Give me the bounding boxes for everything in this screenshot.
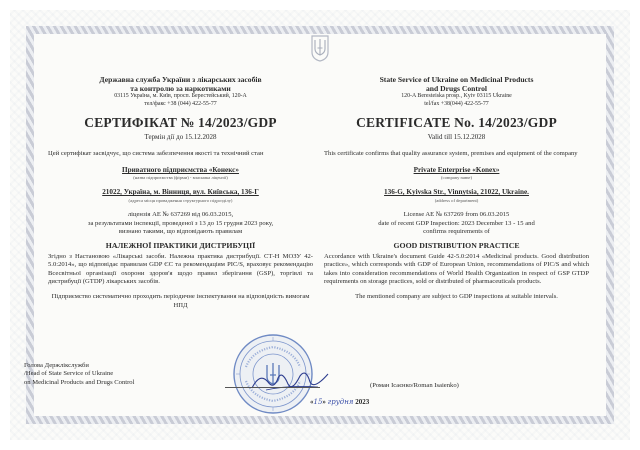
address-caption-ua: (адреса місця провадження структурного підрозділу) xyxy=(128,197,233,203)
date-year: 2023 xyxy=(355,398,370,406)
intro-text-en: This certificate confirms that quality assurance system, premises and equipment of the company xyxy=(324,149,578,157)
company-address-en: 136-G, Kyivska Str., Vinnytsia, 21022, Ukraine. xyxy=(384,188,529,197)
gdp-title-ua: НАЛЕЖНОЇ ПРАКТИКИ ДИСТРИБУЦІЇ xyxy=(105,240,256,250)
validity-ua: Термін дії до 15.12.2028 xyxy=(144,132,217,141)
signature-date: «15» грудня 2023 xyxy=(310,398,370,406)
certificate-title-en: CERTIFICATE No. 14/2023/GDP xyxy=(356,114,557,130)
footer-text-en: The mentioned company are subject to GDP inspections at suitable intervals. xyxy=(355,293,558,301)
signature-line xyxy=(225,387,320,388)
inspection-ua: за результатами інспекції, проведеної з 13 до 15 грудня 2023 року, xyxy=(87,219,274,227)
license-ua: ліцензія АЕ № 637269 від 06.03.2015, xyxy=(127,211,234,219)
company-name-en: Private Enterprise «Konex» xyxy=(413,166,500,175)
conformity-ua: визнано такими, що відповідають правилам xyxy=(118,228,243,236)
gdp-title-en: GOOD DISTRIBUTION PRACTICE xyxy=(393,240,520,250)
issuer-name-en: State Service of Ukraine on Medicinal Products and Drugs Control xyxy=(379,75,534,93)
handwritten-signature-icon xyxy=(248,368,332,396)
footer-text-ua: Підприємство систематично проходить періодичне інспектування на відповідність вимогам НПД xyxy=(51,293,310,309)
date-month: грудня xyxy=(327,398,354,406)
ukrainian-column xyxy=(48,76,313,310)
certificate-sheet xyxy=(10,10,630,440)
gdp-text-en: Accordance with Ukraine's document Guide 42-5.0:2014 «Medicinal products. Good distribution practice», which corresponds with GDP of European Union, recommendations of PIC/S and which takes into consideration recommendations of World Health Organization in respect of GSP GTDP requirements on storage practices, sold or distributed of pharmaceuticals products. xyxy=(324,252,589,285)
gdp-text-ua: Згідно з Настановою «Лікарські засоби. Належна практика дистрибуції. СТ-Н МОЗУ 42-5.0:2014», що відповідає правилам GDP ЄС та рекомендаціям PIC/S, враховує рекомендацію Всесвітньої організації охорони здоров'я щодо правил зберігання (GSP), торгівлі та дистрибуції (GTDP) лікарських засобів. xyxy=(48,252,313,285)
english-column xyxy=(324,76,589,302)
company-caption-en: (company name) xyxy=(441,175,472,181)
issuer-address-ua: 03115 Україна, м. Київ, просп. Берестейський, 120-А xyxy=(114,93,247,100)
certificate-title-ua: СЕРТИФІКАТ № 14/2023/GDP xyxy=(84,114,277,130)
trident-emblem-icon xyxy=(310,34,330,62)
company-address-ua: 21022, Україна, м. Вінниця, вул. Київська, 136-Г xyxy=(102,188,259,197)
issuer-phone-en: tel/fax +38(044) 422-55-77 xyxy=(424,100,489,107)
date-day: 15 xyxy=(313,398,323,406)
issuer-phone-ua: тел/факс +38 (044) 422-55-77 xyxy=(144,100,217,107)
conformity-en: confirms requirements of xyxy=(423,228,490,236)
company-name-ua: Приватного підприємства «Конекс» xyxy=(122,166,239,175)
issuer-name-ua: Державна служба України з лікарських засобів та контролю за наркотиками xyxy=(99,75,262,93)
inspection-en: date of recent GDP Inspection: 2023 December 13 - 15 and xyxy=(378,219,535,227)
signatory-title: Голова Держлікслужби /Head of State Service of Ukraine on Medicinal Products and Drugs Control xyxy=(24,362,135,386)
issuer-address-en: 120-A Beresteiska prosp., Kyiv 03115 Ukraine xyxy=(401,93,512,100)
company-caption-ua: (назва підприємства (фірми) - власника ліцензії) xyxy=(133,175,228,181)
validity-en: Valid till 15.12.2028 xyxy=(427,132,486,141)
signatory-name: (Роман Ісаєнко/Roman Isaienko) xyxy=(370,382,459,389)
license-en: License AE № 637269 from 06.03.2015 xyxy=(403,211,510,219)
address-caption-en: (address of department) xyxy=(434,197,479,203)
intro-text-ua: Цей сертифікат засвідчує, що система забезпечення якості та технічний стан xyxy=(48,149,264,157)
